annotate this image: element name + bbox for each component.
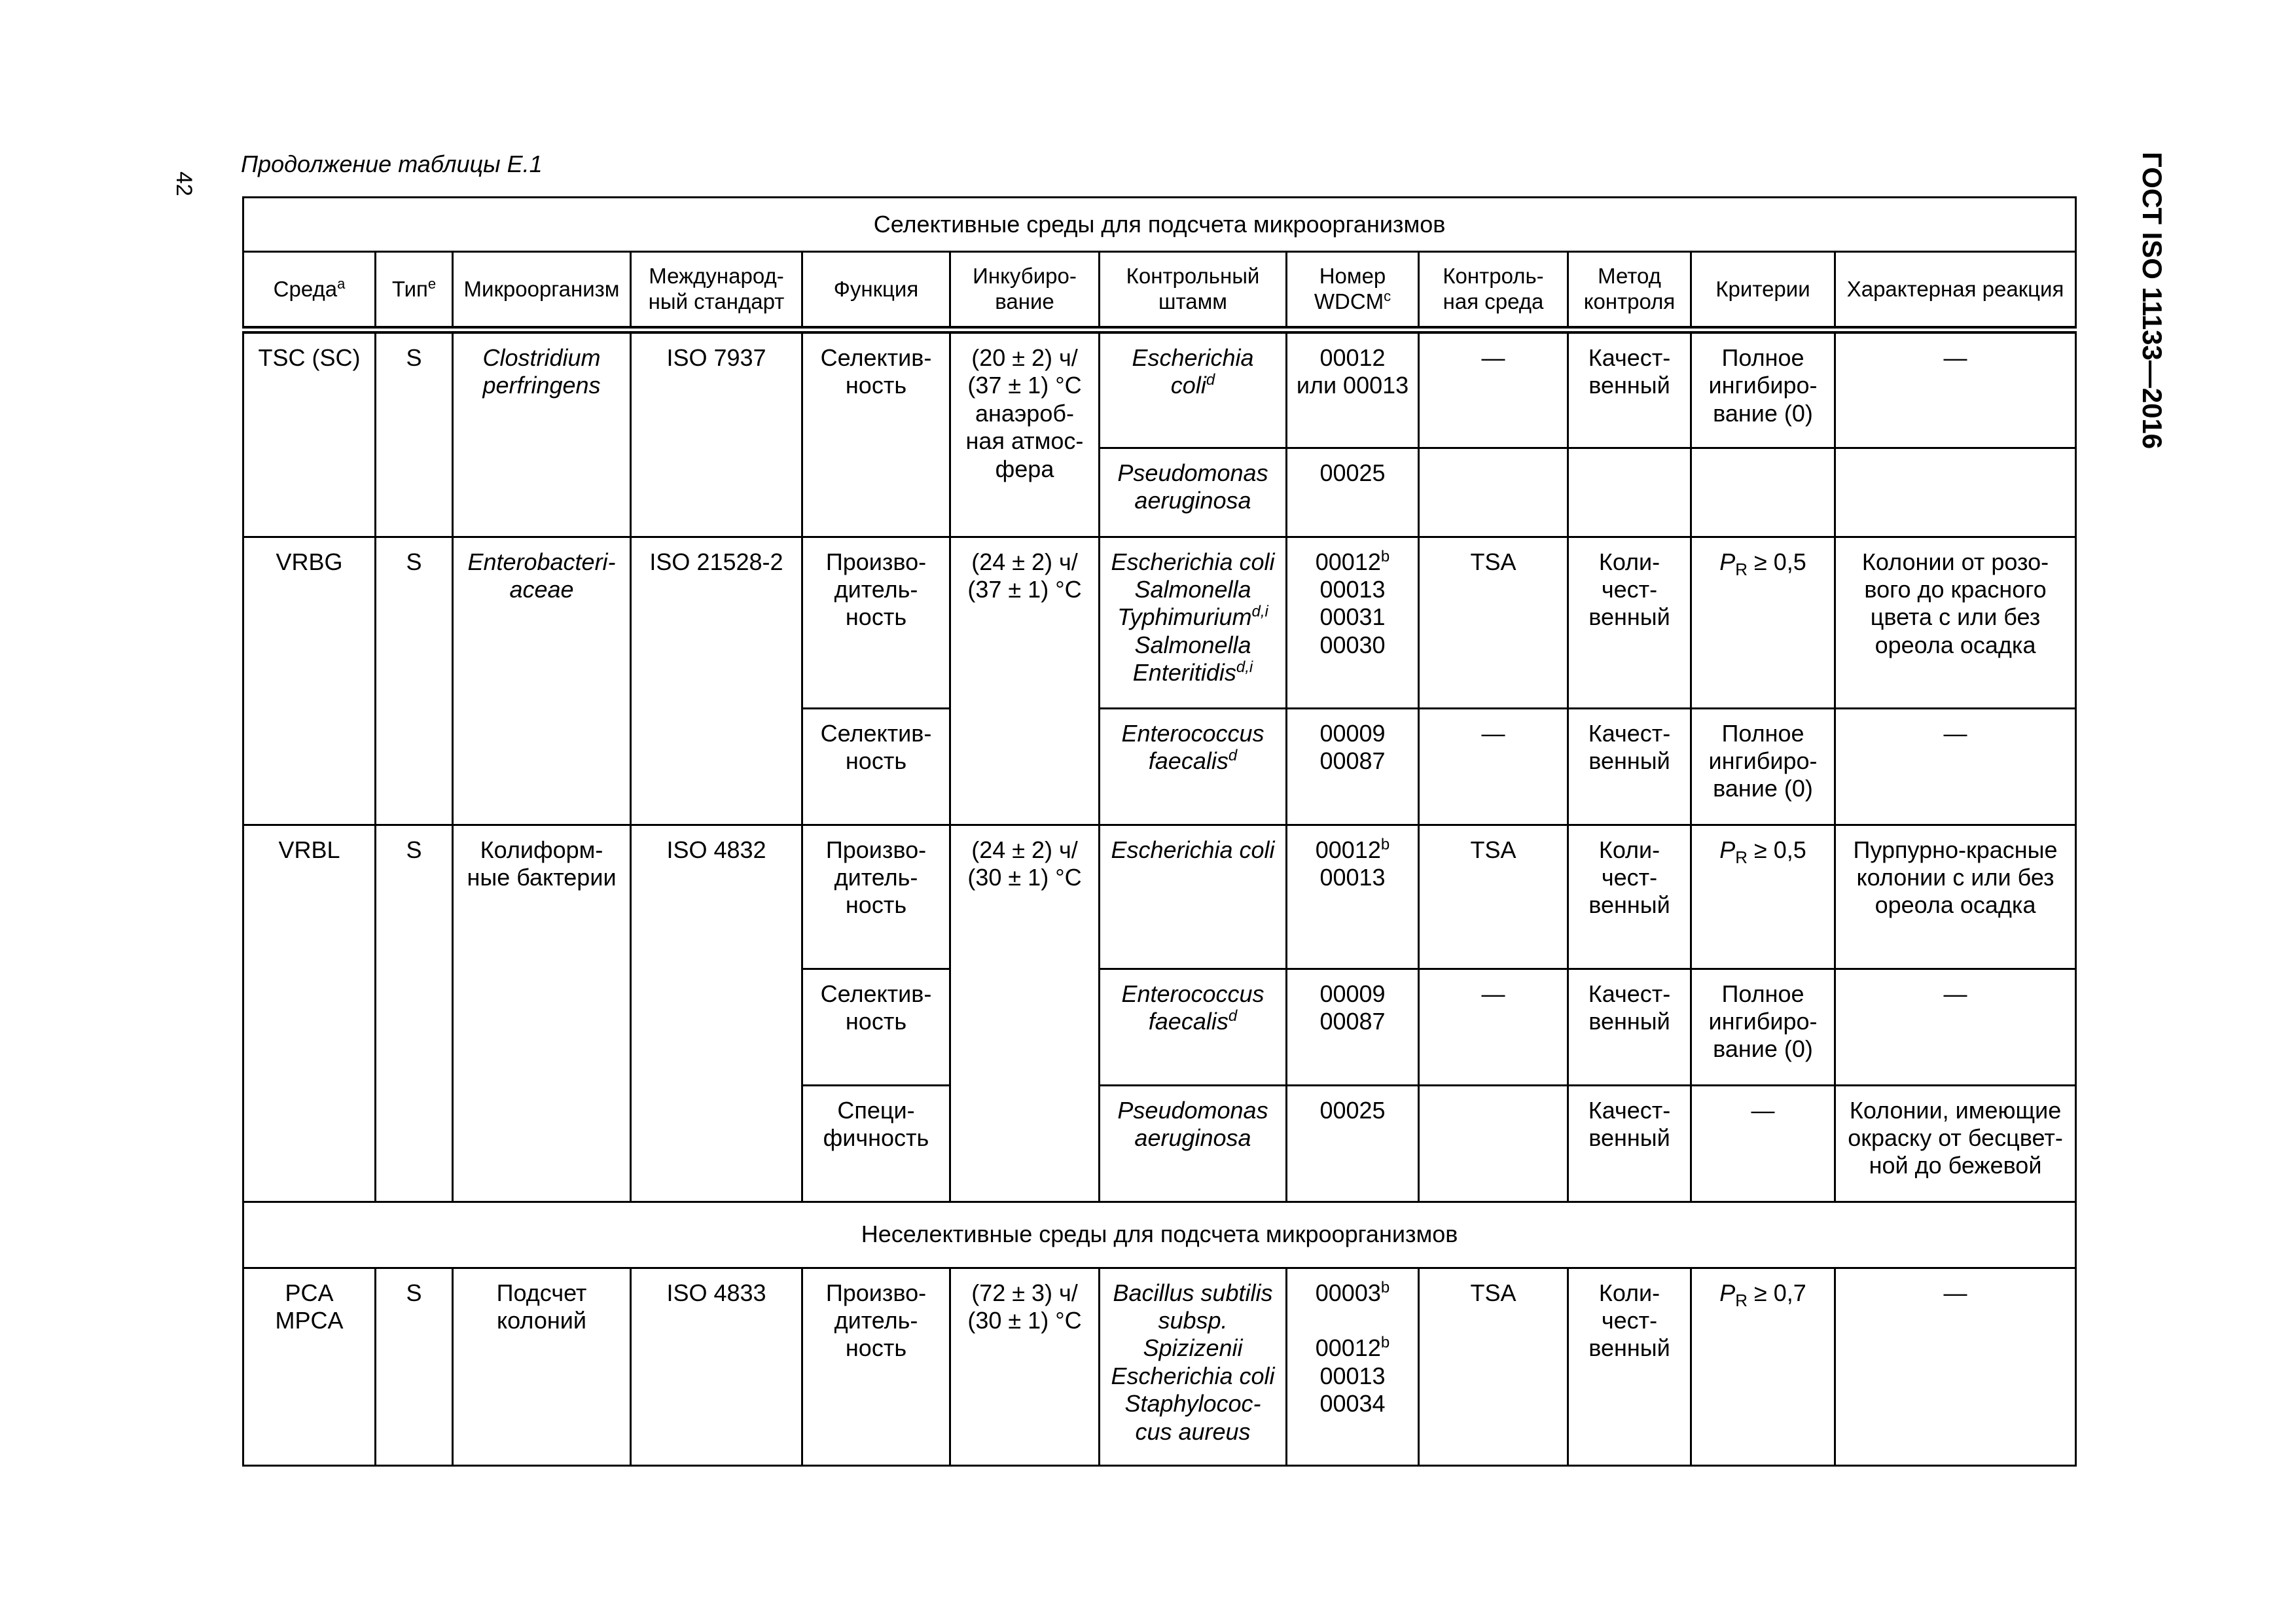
cell-type: S — [376, 825, 453, 1202]
cell-type: S — [376, 1268, 453, 1465]
cell-reaction: — — [1835, 330, 2076, 448]
cell-incubation: (24 ± 2) ч/ (37 ± 1) °C — [950, 537, 1100, 825]
cell-criteria: $P_R \ge 0,5$ — [1691, 825, 1835, 969]
cell-standard: ISO 4833 — [631, 1268, 802, 1465]
cell-standard: ISO 21528-2 — [631, 537, 802, 825]
cell-microorganism: Enterobacteri- aceae — [453, 537, 631, 825]
cell-microorganism: Колиформ- ные бактерии — [453, 825, 631, 1202]
cell-criteria — [1691, 448, 1835, 537]
cell-medium: TSC (SC) — [243, 330, 376, 537]
cell-function: Произво- дитель- ность — [802, 825, 950, 969]
cell-criteria: $P_R \ge 0,5$ — [1691, 537, 1835, 708]
table-row — [243, 825, 2076, 969]
table-caption: Продолжение таблицы Е.1 — [241, 151, 543, 177]
col-header-control-medium: Контроль- ная среда — [1419, 252, 1568, 330]
cell-incubation: (72 ± 3) ч/ (30 ± 1) °C — [950, 1268, 1100, 1465]
cell-reaction: Колонии от розо- вого до красного цвета с или без ореола осадка — [1835, 537, 2076, 708]
cell-method: Коли- чест- венный — [1568, 1268, 1691, 1465]
cell-method: Качест- венный — [1568, 969, 1691, 1085]
media-table — [242, 196, 2077, 1467]
cell-standard: ISO 7937 — [631, 330, 802, 537]
cell-wdcm: 00012 или 00013 — [1287, 330, 1419, 448]
cell-function: Произво- дитель- ность — [802, 1268, 950, 1465]
section-title: Неселективные среды для подсчета микроорганизмов — [243, 1202, 2076, 1268]
cell-method: Качест- венный — [1568, 708, 1691, 825]
cell-medium: VRBL — [243, 825, 376, 1202]
cell-reaction: Колонии, имеющие окраску от бесцвет- ной до бежевой — [1835, 1085, 2076, 1202]
cell-wdcm: 00025 — [1287, 448, 1419, 537]
cell-microorganism: Clostridium perfringens — [453, 330, 631, 537]
cell-control-medium: — — [1419, 969, 1568, 1085]
cell-control-medium — [1419, 1085, 1568, 1202]
col-header-reaction: Характерная реакция — [1835, 252, 2076, 330]
cell-control-strain: Bacillus subtilis subsp. Spizizenii Escherichia coli Staphylococ- cus aureus — [1100, 1268, 1287, 1465]
cell-criteria: Полное ингибиро- вание (0) — [1691, 330, 1835, 448]
cell-function: Селектив- ность — [802, 969, 950, 1085]
cell-criteria: Полное ингибиро- вание (0) — [1691, 969, 1835, 1085]
page-number: 42 — [171, 171, 196, 196]
cell-type: S — [376, 537, 453, 825]
col-header-incubation: Инкубиро- вание — [950, 252, 1100, 330]
cell-function: Селектив- ность — [802, 330, 950, 537]
section-title: Селективные среды для подсчета микроорганизмов — [243, 198, 2076, 252]
cell-microorganism: Подсчет колоний — [453, 1268, 631, 1465]
cell-control-medium: TSA — [1419, 537, 1568, 708]
cell-method — [1568, 448, 1691, 537]
cell-control-medium: TSA — [1419, 1268, 1568, 1465]
cell-method: Коли- чест- венный — [1568, 825, 1691, 969]
cell-wdcm: 00009 00087 — [1287, 969, 1419, 1085]
cell-criteria: Полное ингибиро- вание (0) — [1691, 708, 1835, 825]
cell-control-medium: TSA — [1419, 825, 1568, 969]
table-header-row — [243, 252, 2076, 330]
cell-reaction: — — [1835, 708, 2076, 825]
cell-control-strain: Pseudomonas aeruginosa — [1100, 1085, 1287, 1202]
cell-wdcm: 00012$^b$ 00013 00031 00030 — [1287, 537, 1419, 708]
cell-reaction — [1835, 448, 2076, 537]
cell-wdcm: 00009 00087 — [1287, 708, 1419, 825]
cell-control-strain: Enterococcus faecalis$^d$ — [1100, 969, 1287, 1085]
cell-wdcm: 00025 — [1287, 1085, 1419, 1202]
col-header-control-strain: Контрольный штамм — [1100, 252, 1287, 330]
cell-control-strain: Escherichia coli$^d$ — [1100, 330, 1287, 448]
cell-reaction: — — [1835, 1268, 2076, 1465]
cell-criteria: — — [1691, 1085, 1835, 1202]
cell-control-medium: — — [1419, 330, 1568, 448]
cell-function: Специ- фичность — [802, 1085, 950, 1202]
cell-reaction: Пурпурно-красные колонии с или без ореола осадка — [1835, 825, 2076, 969]
cell-criteria: $P_R \ge 0,7$ — [1691, 1268, 1835, 1465]
cell-incubation: (24 ± 2) ч/ (30 ± 1) °C — [950, 825, 1100, 1202]
table-row — [243, 330, 2076, 448]
cell-wdcm: 00003$^b$ 00012$^b$ 00013 00034 — [1287, 1268, 1419, 1465]
section-header-selective — [243, 198, 2076, 252]
col-header-function: Функция — [802, 252, 950, 330]
col-header-type: Тип$^e$ — [376, 252, 453, 330]
col-header-microorganism: Микроорганизм — [453, 252, 631, 330]
col-header-standard: Международ- ный стандарт — [631, 252, 802, 330]
cell-control-strain: Escherichia coli Salmonella Typhimurium$^{d,i}$ Salmonella Enteritidis$^{d,i}$ — [1100, 537, 1287, 708]
cell-control-strain: Enterococcus faecalis$^d$ — [1100, 708, 1287, 825]
col-header-method: Метод контроля — [1568, 252, 1691, 330]
table-row — [243, 1268, 2076, 1465]
cell-type: S — [376, 330, 453, 537]
cell-function: Произво- дитель- ность — [802, 537, 950, 708]
cell-control-medium: — — [1419, 708, 1568, 825]
col-header-criteria: Критерии — [1691, 252, 1835, 330]
col-header-wdcm: Номер WDCM$^c$ — [1287, 252, 1419, 330]
cell-reaction: — — [1835, 969, 2076, 1085]
section-header-nonselective — [243, 1202, 2076, 1268]
col-header-medium: Среда$^a$ — [243, 252, 376, 330]
cell-control-strain: Escherichia coli — [1100, 825, 1287, 969]
document-code: ГОСТ ISO 11133—2016 — [2137, 152, 2168, 450]
cell-wdcm: 00012$^b$ 00013 — [1287, 825, 1419, 969]
cell-function: Селектив- ность — [802, 708, 950, 825]
cell-method: Качест- венный — [1568, 330, 1691, 448]
cell-medium: VRBG — [243, 537, 376, 825]
cell-control-medium — [1419, 448, 1568, 537]
cell-medium: PCA MPCA — [243, 1268, 376, 1465]
cell-standard: ISO 4832 — [631, 825, 802, 1202]
cell-incubation: (20 ± 2) ч/ (37 ± 1) °C анаэроб- ная атмос- фера — [950, 330, 1100, 537]
cell-control-strain: Pseudomonas aeruginosa — [1100, 448, 1287, 537]
cell-method: Качест- венный — [1568, 1085, 1691, 1202]
cell-method: Коли- чест- венный — [1568, 537, 1691, 708]
table-row — [243, 537, 2076, 708]
